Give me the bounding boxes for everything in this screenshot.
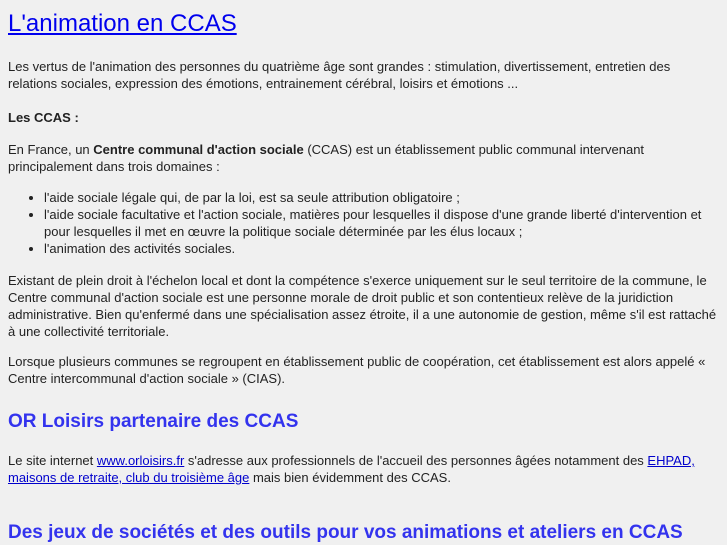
ccas-bold-term: Centre communal d'action sociale	[93, 142, 304, 157]
partner-paragraph	[8, 452, 719, 486]
cias-paragraph: Lorsque plusieurs communes se regroupent en établissement public de coopération, cet établissement est alors appelé « Centre intercommunal d'action sociale » (CIAS).	[8, 354, 706, 386]
partner-heading: OR Loisirs partenaire des CCAS	[8, 411, 299, 432]
orloisirs-link[interactable]: www.orloisirs.fr	[96, 453, 185, 468]
page-title	[8, 0, 719, 39]
partner-text-before: Le site internet	[8, 453, 97, 468]
list-item: • l'aide sociale légale qui, de par la loi, est sa seule attribution obligatoire ;	[44, 189, 719, 206]
ccas-label: Les CCAS :	[8, 110, 79, 125]
ccas-paragraph	[8, 141, 719, 175]
ehpad-link[interactable]: EHPAD, maisons de retraite, club du troisième âge	[8, 453, 695, 485]
ccas-text-before: En France, un	[8, 142, 94, 157]
page-title-link[interactable]: L'animation en CCAS	[8, 10, 237, 37]
statut-paragraph: Existant de plein droit à l'échelon local et dont la compétence s'exerce uniquement sur le seul territoire de la commune, le Centre communal d'action sociale est une personne morale de droit public et son contentieux relève de la juridiction administrative. Bien qu'enfermé dans une spécialisation assez étroite, il a une autonomie de gestion, même s'il est rattaché à une collectivité territoriale.	[8, 273, 717, 339]
games-heading: Des jeux de sociétés et des outils pour vos animations et ateliers en CCAS	[8, 522, 683, 543]
domains-list	[8, 189, 719, 257]
partner-text-after: mais bien évidemment des CCAS.	[249, 470, 451, 485]
intro-paragraph: Les vertus de l'animation des personnes du quatrième âge sont grandes : stimulation, divertissement, entretien des relations sociales, expression des émotions, entrainement cérébral, loisirs et émotions ...	[8, 59, 671, 91]
list-item: • l'aide sociale facultative et l'action sociale, matières pour lesquelles il dispose d'une grande liberté d'intervention et pour lesquelles il met en œuvre la politique sociale déterminée par les élus locaux ;	[44, 206, 719, 240]
list-item: • l'animation des activités sociales.	[44, 240, 719, 257]
ccas-text-after: (CCAS) est un établissement public communal intervenant principalement dans trois domaines :	[8, 142, 645, 174]
partner-text-middle: s'adresse aux professionnels de l'accueil des personnes âgées notamment des	[184, 453, 648, 468]
